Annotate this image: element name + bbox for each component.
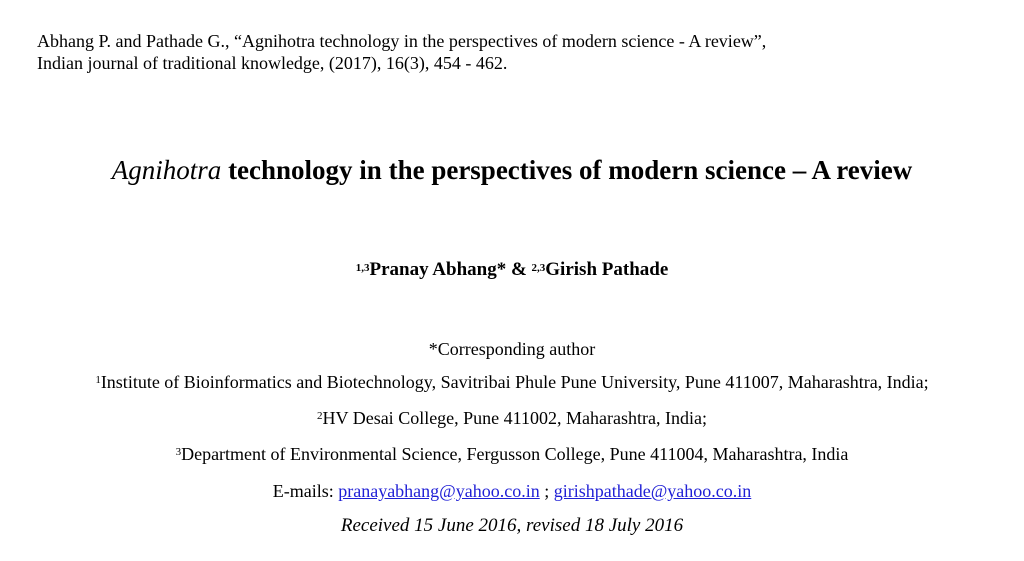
received-dates: Received 15 June 2016, revised 18 July 2016 [340, 515, 684, 536]
citation-block [37, 30, 997, 74]
paper-title [0, 152, 1024, 188]
title-italic-part: Agnihotra [111, 155, 222, 185]
author2-affiliation-marker: 2,3 [531, 262, 546, 274]
affiliation-1-marker: 1 [95, 374, 101, 386]
email-separator: ; [539, 481, 554, 501]
affiliation-2 [0, 406, 1024, 430]
corresponding-author-note: *Corresponding author [428, 339, 596, 359]
author2-name: Girish Pathade [545, 259, 669, 280]
affiliation-2-marker: 2 [317, 410, 323, 422]
author-line [0, 256, 1024, 284]
author1-affiliation-marker: 1,3 [355, 262, 370, 274]
email-link-pranay[interactable]: pranayabhang@yahoo.co.in [338, 481, 540, 501]
title-rest: technology in the perspectives of modern science – A review [221, 155, 913, 185]
affiliation-3-marker: 3 [175, 446, 182, 458]
affiliation-2-text: HV Desai College, Pune 411002, Maharashtra, India; [322, 408, 707, 428]
author1-name: Pranay Abhang* & [369, 259, 532, 280]
affiliation-1-text: Institute of Bioinformatics and Biotechnology, Savitribai Phule Pune University, Pune 411007, Maharashtra, India; [100, 372, 929, 392]
email-line [0, 479, 1024, 503]
citation-line-2: Indian journal of traditional knowledge, (2017), 16(3), 454 - 462. [37, 53, 508, 73]
email-link-girish[interactable]: girishpathade@yahoo.co.in [553, 481, 752, 501]
email-label: E-mails: [272, 481, 339, 501]
affiliation-3-text: Department of Environmental Science, Fergusson College, Pune 411004, Maharashtra, India [181, 444, 849, 464]
affiliation-1 [0, 370, 1024, 394]
citation-line-1: Abhang P. and Pathade G., “Agnihotra technology in the perspectives of modern science - A review”, [37, 31, 767, 51]
affiliation-3 [0, 442, 1024, 466]
